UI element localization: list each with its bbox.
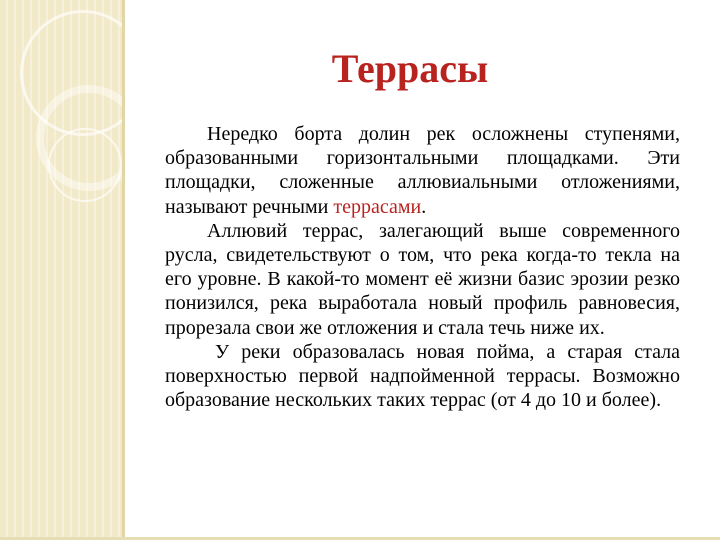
paragraph-1 <box>165 122 680 219</box>
decorative-ring-small <box>48 128 122 202</box>
slide-title: Террасы <box>331 46 489 91</box>
paragraph-2: Аллювий террас, залегающий выше современного русла, свидетельствуют о том, что река когда-то текла на его уровне. В какой-то момент её жизни базис эрозии резко понизился, река выработала новый профиль равновесия, прорезала свои же отложения и стала течь ниже их. <box>165 219 680 339</box>
paragraph-1-text: Нередко борта долин рек осложнены ступенями, образованными горизонтальными площадками. Эти площадки, сложенные аллювиальными отложениями, называют речными <box>165 123 680 218</box>
slide-body <box>165 122 680 412</box>
highlighted-term: террасами <box>333 195 422 218</box>
paragraph-3: У реки образовалась новая пойма, а старая стала поверхностью первой надпойменной террасы. Возможно образование нескольких таких террас (от 4 до 10 и более). <box>165 340 680 412</box>
paragraph-1-end: . <box>421 195 427 218</box>
